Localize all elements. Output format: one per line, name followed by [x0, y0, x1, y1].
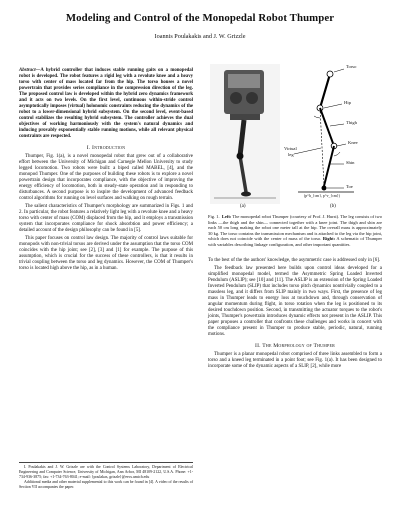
label-hip: Hip	[344, 100, 351, 105]
label-knee: Knee	[348, 140, 358, 145]
footnotes	[19, 462, 193, 491]
section-heading-morphology: II. The Morphology of Thumper	[255, 343, 335, 350]
paper-authors: Ioannis Poulakakis and J. W. Grizzle	[154, 33, 246, 40]
caption-lead: Fig. 1.	[208, 214, 220, 219]
paper-title: Modeling and Control of the Monopedal Robot Thumper	[65, 12, 335, 24]
morphology-paragraph: Thumper is a planar monopedal robot comprised of three links assembled to form a torso and a kneed leg terminated in a point foot; see Fig. 1(a). It has been designed to incorporate some of the dynamic aspects of a SLIP, [2], while more	[208, 352, 382, 370]
caption-text-left: The monopedal robot Thumper (courtesy of Prof. J. Hurst). The leg consists of two links —the thigh and the shin— connected together with a knee joint. The thigh and shin are each 50 cm long making the robot one meter tall at the hip. The overall mass is approximately 30 kg. The torso contains the transmission mechanism and is attached to the leg via the hip joint, which does not coincide with the center of mass of the torso.	[208, 214, 383, 242]
subfigure-a-label: (a)	[240, 204, 246, 209]
figure-caption	[208, 214, 382, 248]
robot-schematic	[284, 64, 380, 204]
label-coords: (p^h_{cm}, p^v_{cm})	[304, 194, 340, 198]
left-column	[19, 68, 193, 273]
section-heading-introduction: I. Introduction	[86, 145, 126, 151]
label-torso: Torso	[346, 64, 357, 69]
abstract-text: A hybrid controller that induces stable running gaits on a monopedal robot is developed. The robot features a rigid leg with a revolute knee and a heavy torso with center of mass located far from the hip. The torso houses a novel powertrain that provides series compliance in the compression direction of the leg. The proposed control law is developed within the hybrid zero dynamics framework and it acts on two levels. On the first level, continuous within-stride control asymptotically imposes (virtual) holonomic constraints reducing the dynamics of the robot to a lower-dimensional hybrid subsystem. On the second level, event-based control stabilizes the resulting hybrid subsystem. The controller achieves the dual objectives of working harmoniously with the system's natural dynamics and inducing provably exponentially stable running motions, while all relevant physical constraints are respected.	[19, 68, 193, 139]
caption-left-label: Left:	[221, 214, 232, 219]
label-shin: Shin	[346, 160, 355, 165]
footnote-media: Additional media and other material supplemental to this work can be found in [4]. A video of the results of Section VII accompanies the paper.	[19, 480, 193, 490]
intro-paragraph: The salient characteristics of Thumper's morphology are summarized in Figs. 1 and 2. In particular, the robot features a relatively light leg with a revolute knee and a heavy torso with center of mass (COM) displaced from the hip, and it employs a transmission system that incorporates compliance for shock absorbtion and power efficiency; a detailed account of the design philosophy can be found in [5].	[19, 203, 193, 234]
caption-text-right: A schematic of Thumper with variables describing linkage configuration, and other important quantities.	[208, 236, 382, 247]
label-toe: Toe	[346, 184, 353, 189]
intro-paragraph: Thumper, Fig. 1(a), is a novel monopedal robot that grew out of a collaborative effort between the University of Michigan and Carnegie Mellon University to study legged locomotion. Two robots were built: a biped called MABEL, [4], and the monopod Thumper. One of the purposes of building these robots is to explore a novel powertrain design that incorporates compliance, with the objective of improving the energy efficiency of locomotion, both in steady-state operation and in responding to disturbances. A second purpose is to inspire the development of advanced feedback control algorithms for running on level surfaces and walking on rough terrain.	[19, 154, 193, 202]
subfigure-b-label: (b)	[330, 204, 336, 209]
label-thigh: Thigh	[346, 120, 357, 125]
label-leg: leg	[288, 152, 294, 157]
right-paragraph: The feedback law presented here builds upon control ideas developed for a simplified monopedal model, termed the Asymmetric Spring Loaded Inverted Pendulum (ASLIP); see [10] and [11]. The ASLIP is an extension of the Spring Loaded Inverted Pendulum (SLIP) that includes torso pitch dynamics nontrivially coupled to a massless leg, and it differs from SLIP mainly in two ways. First, the presence of leg mass in Thumper leads to energy loss at touchdown and, through conservation of angular momentum during flight, in torso rotation when the leg is positioned to its desired touchdown position. Second, in transmitting the actuator torques to the robot's joints, Thumper's powertrain introduces dynamic effects not present in the ASLIP. This paper proposes a controller that confronts these challenges and works in concert with the compliance present in Thumper to produce stable, periodic, natural, running motions.	[208, 265, 382, 338]
intro-paragraph: This paper focuses on control law design. The majority of control laws suitable for monopods with non-trivial torsos are derived under the assumption that the torso COM coincides with the hip joint; see [2], [3] and [1] for example. The purpose of this assumption, which is crucial for the success of these controllers, is that it results in trivial coupling between the torso and leg dynamics. However, the COM of Thumper's torso is located high above the hip, as in a human.	[19, 235, 193, 271]
label-virtual: Virtual	[284, 146, 297, 151]
abstract	[19, 68, 193, 140]
caption-right-label: Right:	[322, 236, 336, 242]
right-column	[208, 258, 382, 372]
robot-photo	[210, 64, 280, 204]
abstract-lead: Abstract—	[19, 68, 41, 73]
footnote-affiliation: I. Poulakakis and J. W. Grizzle are with the Control Systems Laboratory, Department of Electrical Engineering and Computer Science, University of Michigan, Ann Arbor, MI 48109-2122, U.S.A. Phone: +1-734-936-3875; fax: +1-734-763-8041; e-mail: {poulakas, grizzle}@eecs.umich.edu	[19, 465, 193, 479]
figure-1	[208, 64, 382, 210]
right-paragraph: To the best of the the authors' knowledge, the asymmetric case is addressed only in [6].	[208, 258, 381, 263]
